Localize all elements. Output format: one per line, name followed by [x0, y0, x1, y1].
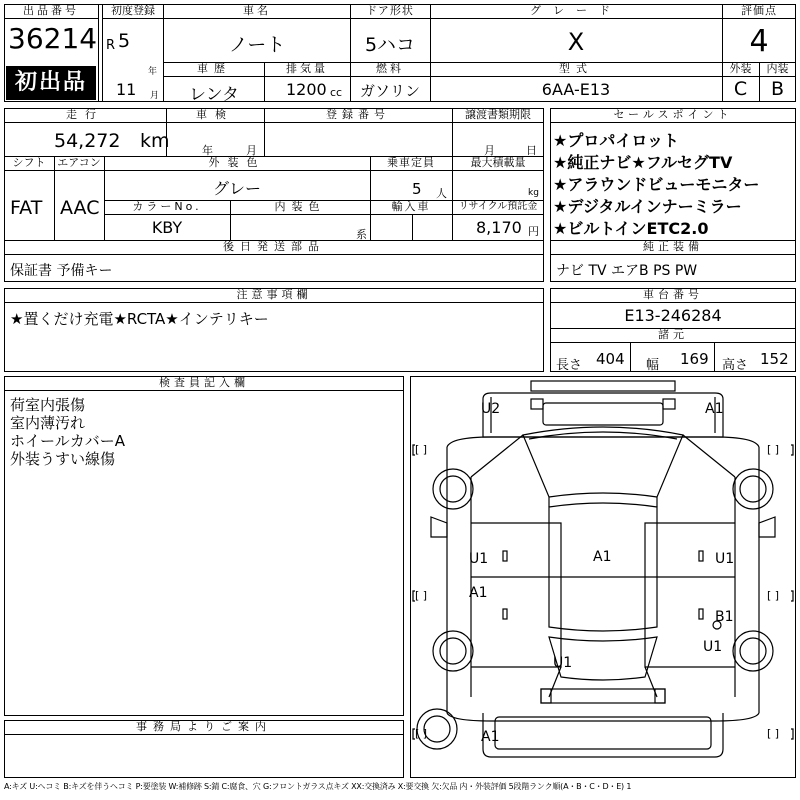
damage-mark-b1-right-rear-door: B1 — [715, 609, 734, 625]
max-load-label: 最大積載量 — [452, 156, 544, 171]
later-parts-label: 後日発送部品 — [4, 240, 544, 255]
damage-mark-a1-front-right: A1 — [705, 401, 724, 417]
damage-mark-a1-roof: A1 — [593, 549, 612, 565]
sales-point-2: ★純正ナビ★フルセグTV — [553, 153, 733, 172]
fuel-value: ガソリン — [359, 82, 420, 100]
inspector-line-2: 室内薄汚れ — [10, 414, 86, 432]
damage-mark-u2-front-left: U2 — [481, 401, 501, 417]
interior-grade-value: B — [770, 78, 785, 100]
sales-point-5: ★ビルトインETC2.0 — [553, 219, 709, 238]
height-label: 高さ — [722, 358, 749, 373]
genuine-equipment-label: 純正装備 — [550, 240, 796, 255]
aircon-value: AAC — [60, 197, 100, 219]
transfer-doc-label: 譲渡書類期限 — [452, 108, 544, 123]
car-diagram — [410, 376, 796, 778]
legend-text: A:キズ U:ヘコミ B:キズを伴うヘコミ P:要塗装 W:補修跡 S:錆 C:腐食、穴 G:フロントガラス点キズ XX:交換済み X:要交換 欠:欠品 内・外装評価 5段階ランク順(A・B・C・D・E) 1 — [4, 782, 632, 791]
exterior-grade-value: C — [733, 78, 748, 100]
model-label: 型式 — [430, 62, 722, 77]
grade-value: X — [567, 28, 585, 56]
max-load-unit: kg — [528, 188, 539, 198]
displacement-unit: cc — [330, 86, 343, 99]
registration-label: 初度登録 — [102, 4, 164, 19]
displacement-value: 1200 — [286, 80, 327, 99]
inspector-line-4: 外装うすい線傷 — [10, 450, 116, 468]
length-value: 404 — [596, 350, 625, 368]
lot-label: 出品番号 — [4, 4, 98, 19]
genuine-equipment-value: ナビ TV エアB PS PW — [556, 263, 698, 279]
interior-grade-label: 内装 — [759, 62, 796, 77]
interior-color-unit: 系 — [356, 228, 367, 241]
registration-month-unit: 月 — [150, 91, 160, 101]
width-value: 169 — [680, 350, 709, 368]
shift-value: FAT — [10, 197, 43, 219]
bracket-left-top: [ ] — [415, 443, 428, 456]
sales-points-label: セールスポイント — [550, 108, 796, 123]
model-value: 6AA-E13 — [541, 80, 611, 99]
sales-point-3: ★アラウンドビューモニター — [553, 175, 760, 194]
history-label: 車歴 — [164, 62, 264, 77]
bracket-left-mid: [ ] — [415, 589, 428, 602]
first-listing-badge: 初出品 — [6, 66, 96, 100]
sales-point-1: ★プロパイロット — [553, 131, 680, 150]
car-diagram-svg — [411, 377, 795, 777]
mileage-label: 走行 — [4, 108, 166, 123]
recycle-value: 8,170 — [476, 218, 522, 237]
registration-year: 5 — [118, 30, 131, 52]
inspection-year-unit: 年 — [202, 144, 213, 157]
registration-month: 11 — [116, 80, 137, 99]
shift-label: シフト — [4, 156, 54, 171]
dimensions-label: 諸元 — [550, 328, 796, 343]
damage-mark-u1-right-rear: U1 — [703, 639, 723, 655]
interior-color-label: 内装色 — [230, 200, 370, 215]
door-value: 5ハコ — [364, 34, 416, 56]
import-label: 輸入車 — [370, 200, 452, 215]
damage-mark-a1-rear-bumper: A1 — [481, 729, 500, 745]
damage-mark-a1-left-rear-door: A1 — [469, 585, 488, 601]
car-name-value: ノート — [228, 34, 286, 56]
exterior-color-label: 外装色 — [104, 156, 370, 171]
inspector-line-1: 荷室内張傷 — [10, 396, 86, 414]
lot-number: 36214 — [8, 22, 98, 55]
bracket-left-bottom: [ ] — [415, 727, 428, 740]
exterior-color-value: グレー — [212, 179, 261, 198]
width-label: 幅 — [646, 358, 660, 373]
transfer-month-unit: 月 — [484, 144, 495, 157]
notes-value: ★置くだけ充電★RCTA★インテリキー — [10, 310, 269, 328]
exterior-grade-label: 外装 — [722, 62, 759, 77]
notes-label: 注意事項欄 — [4, 288, 544, 303]
capacity-unit: 人 — [436, 187, 447, 200]
registration-year-unit: 年 — [148, 67, 158, 77]
office-label: 事務局よりご案内 — [4, 720, 404, 735]
registration-era: R — [106, 38, 116, 53]
bracket-right-bottom: [ ] — [767, 727, 780, 740]
later-parts-value: 保証書 予備キー — [10, 263, 113, 279]
length-label: 長さ — [556, 358, 583, 373]
score-label: 評価点 — [722, 4, 796, 19]
capacity-value: 5 — [412, 180, 422, 198]
height-value: 152 — [760, 350, 789, 368]
chassis-label: 車台番号 — [550, 288, 796, 303]
car-name-label: 車名 — [164, 4, 350, 19]
score-value: 4 — [749, 24, 769, 59]
capacity-label: 乗車定員 — [370, 156, 452, 171]
inspector-label: 検査員記入欄 — [4, 376, 404, 391]
bracket-right-top: [ ] — [767, 443, 780, 456]
color-no-value: KBY — [151, 218, 183, 237]
sales-point-4: ★デジタルインナーミラー — [553, 197, 742, 216]
mileage-value: 54,272 — [54, 130, 121, 152]
transfer-day-unit: 日 — [526, 144, 537, 157]
reg-number-label: 登録番号 — [264, 108, 452, 123]
inspection-month-unit: 月 — [246, 144, 257, 157]
damage-mark-u1-right-front-door: U1 — [715, 551, 735, 567]
grade-label: グレード — [430, 4, 722, 19]
history-value: レンタ — [189, 85, 239, 105]
color-no-label: カラーNo. — [104, 200, 230, 215]
bracket-right-mid: [ ] — [767, 589, 780, 602]
mileage-unit: km — [140, 130, 170, 152]
door-label: ドア形状 — [350, 4, 430, 19]
damage-mark-u1-left-front-door: U1 — [469, 551, 489, 567]
inspector-line-3: ホイールカバーA — [10, 432, 125, 450]
recycle-unit: 円 — [528, 225, 539, 238]
damage-mark-u1-rear: U1 — [553, 655, 573, 671]
inspection-label: 車検 — [166, 108, 264, 123]
chassis-value: E13-246284 — [624, 306, 722, 325]
fuel-label: 燃料 — [350, 62, 430, 77]
aircon-label: エアコン — [54, 156, 104, 171]
recycle-label: リサイクル預託金 — [452, 200, 544, 215]
displacement-label: 排気量 — [264, 62, 350, 77]
